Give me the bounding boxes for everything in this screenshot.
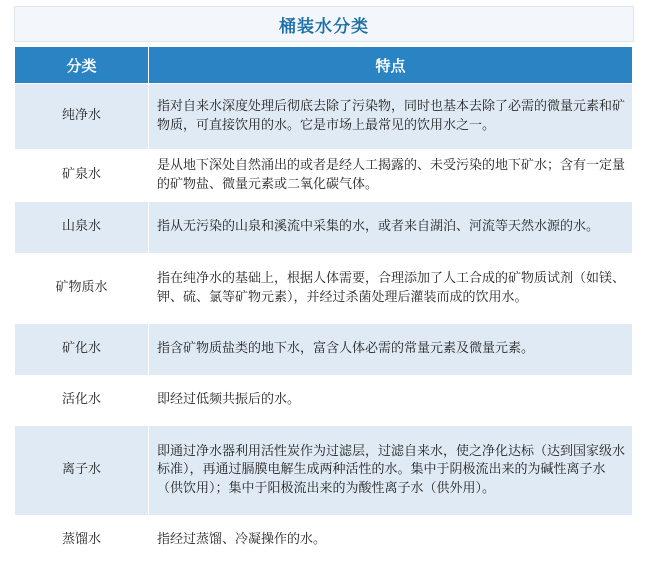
row-description: 指从无污染的山泉和溪流中采集的水，或者来自湖泊、河流等天然水源的水。 — [149, 202, 633, 254]
table-row — [15, 516, 633, 566]
table-row — [15, 426, 633, 516]
header-features: 特点 — [149, 47, 633, 84]
row-description: 即通过净水器利用活性炭作为过滤层，过滤自来水，使之净化达标（达到国家级水标准），再通过膈膜电解生成两种活性的水。集中于阴极流出来的为碱性离子水（供饮用）；集中于阳极流出来的为酸性离子水（供外用）。 — [149, 426, 633, 516]
table-row — [15, 376, 633, 426]
water-classification-table — [14, 46, 633, 566]
row-category: 矿物质水 — [15, 254, 149, 324]
table-row — [15, 84, 633, 150]
header-row — [15, 47, 633, 84]
row-category: 蒸馏水 — [15, 516, 149, 566]
row-description: 指含矿物质盐类的地下水，富含人体必需的常量元素及微量元素。 — [149, 324, 633, 376]
table-row — [15, 254, 633, 324]
row-category: 活化水 — [15, 376, 149, 426]
row-description: 是从地下深处自然涌出的或者是经人工揭露的、未受污染的地下矿水；含有一定量的矿物盐、微量元素或二氧化碳气体。 — [149, 150, 633, 202]
row-category: 离子水 — [15, 426, 149, 516]
row-description: 指对自来水深度处理后彻底去除了污染物，同时也基本去除了必需的微量元素和矿物质，可直接饮用的水。它是市场上最常见的饮用水之一。 — [149, 84, 633, 150]
row-category: 山泉水 — [15, 202, 149, 254]
row-description: 即经过低频共振后的水。 — [149, 376, 633, 426]
row-description: 指在纯净水的基础上，根据人体需要，合理添加了人工合成的矿物质试剂（如镁、钾、硫、氯等矿物元素），并经过杀菌处理后灌装而成的饮用水。 — [149, 254, 633, 324]
table-title: 桶装水分类 — [279, 16, 369, 37]
table-title-band — [14, 6, 634, 42]
row-category: 矿泉水 — [15, 150, 149, 202]
row-category: 纯净水 — [15, 84, 149, 150]
row-category: 矿化水 — [15, 324, 149, 376]
table-row — [15, 202, 633, 254]
table-row — [15, 324, 633, 376]
table-row — [15, 150, 633, 202]
row-description: 指经过蒸馏、冷凝操作的水。 — [149, 516, 633, 566]
header-category: 分类 — [15, 47, 149, 84]
